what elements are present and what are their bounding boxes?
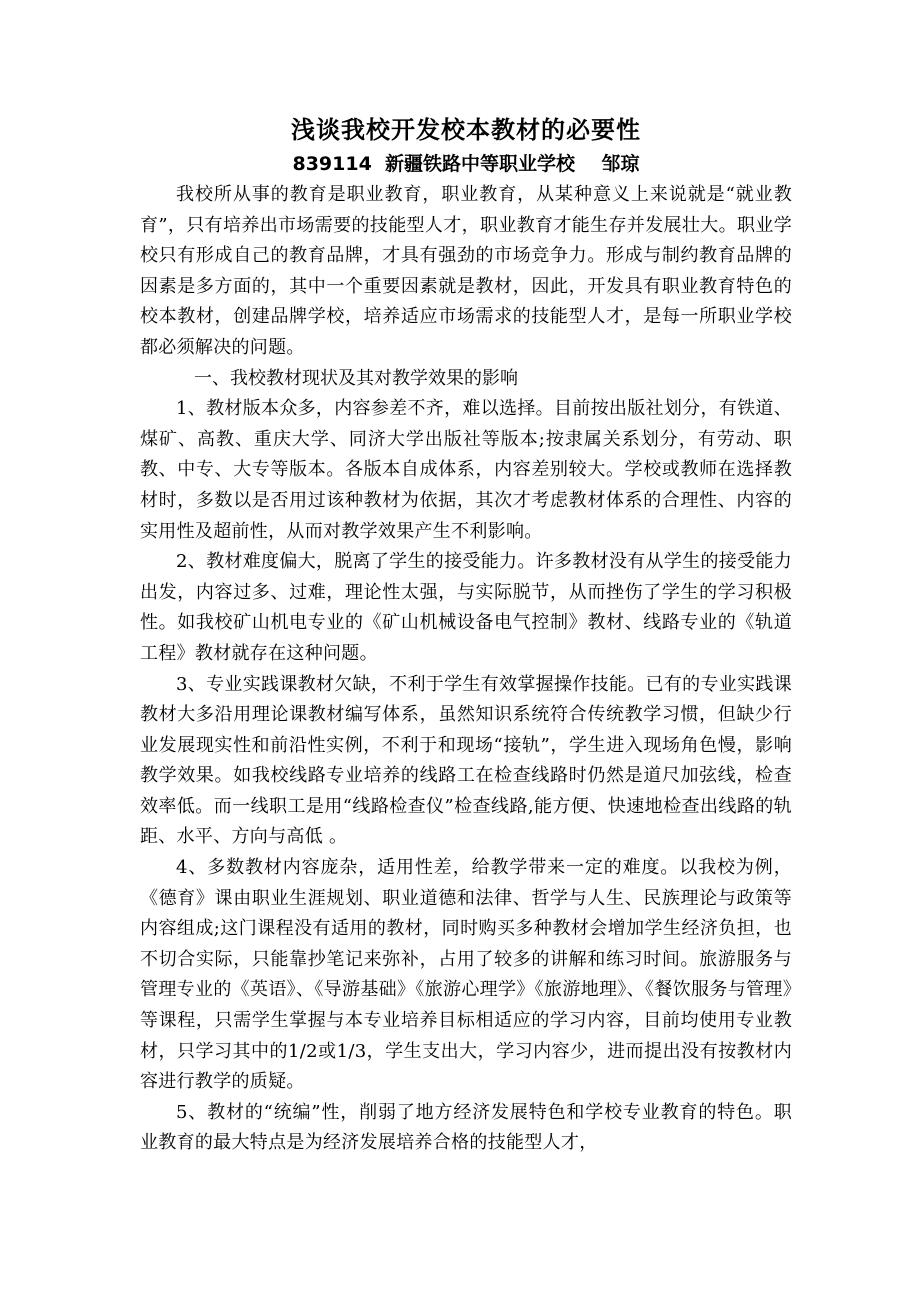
list-item: 3、专业实践课教材欠缺，不利于学生有效掌握操作技能。已有的专业实践课教材大多沿用理论课教材编写体系，虽然知识系统符合传统教学习惯，但缺少行业发展现实性和前沿性实例，不利于和现场“接轨”，学生进入现场角色慢，影响教学效果。如我校线路专业培养的线路工在检查线路时仍然是道尺加弦线，检查效率低。而一线职工是用“线路检查仪”检查线路,能方便、快速地检查出线路的轨距、水平、方向与高低 。 xyxy=(140,673,792,848)
author-line: 839114 新疆铁路中等职业学校 邹琼 xyxy=(292,153,640,175)
list-item: 5、教材的“统编”性，削弱了地方经济发展特色和学校专业教育的特色。职业教育的最大特点是为经济发展培养合格的技能型人才， xyxy=(140,1101,792,1154)
intro-paragraph: 我校所从事的教育是职业教育，职业教育，从某种意义上来说就是“就业教育”，只有培养出市场需要的技能型人才，职业教育才能生存并发展壮大。职业学校只有形成自己的教育品牌，才具有强劲的市场竞争力。形成与制约教育品牌的因素是多方面的，其中一个重要因素就是教材，因此，开发具有职业教育特色的校本教材，创建品牌学校，培养适应市场需求的技能型人才，是每一所职业学校都必须解决的问题。 xyxy=(140,184,792,358)
list-item: 4、多数教材内容庞杂，适用性差，给教学带来一定的难度。以我校为例，《德育》课由职业生涯规划、职业道德和法律、哲学与人生、民族理论与政策等内容组成;这门课程没有适用的教材，同时购买多种教材会增加学生经济负担，也不切合实际，只能靠抄笔记来弥补，占用了较多的讲解和练习时间。旅游服务与管理专业的《英语》、《导游基础》《旅游心理学》《旅游地理》、《餐饮服务与管理》等课程，只需学生掌握与本专业培养目标相适应的学习内容，目前均使用专业教材，只学习其中的1/2或1/3，学生支出大，学习内容少，进而提出没有按教材内容进行教学的质疑。 xyxy=(140,857,792,1093)
list-item: 1、教材版本众多，内容参差不齐，难以选择。目前按出版社划分，有铁道、煤矿、高教、重庆大学、同济大学出版社等版本;按隶属关系划分，有劳动、职教、中专、大专等版本。各版本自成体系，内容差别较大。学校或教师在选择教材时，多数以是否用过该种教材为依据，其次才考虑教材体系的合理性、内容的实用性及超前性，从而对教学效果产生不利影响。 xyxy=(140,398,792,542)
list-item: 2、教材难度偏大，脱离了学生的接受能力。许多教材没有从学生的接受能力出发，内容过多、过难，理论性太强，与实际脱节，从而挫伤了学生的学习积极性。如我校矿山机电专业的《矿山机械设备电气控制》教材、线路专业的《轨道工程》教材就存在这种问题。 xyxy=(140,551,792,664)
section-heading: 一、我校教材现状及其对教学效果的影响 xyxy=(194,367,518,389)
document-page xyxy=(140,112,792,1159)
document-title: 浅谈我校开发校本教材的必要性 xyxy=(291,116,641,144)
